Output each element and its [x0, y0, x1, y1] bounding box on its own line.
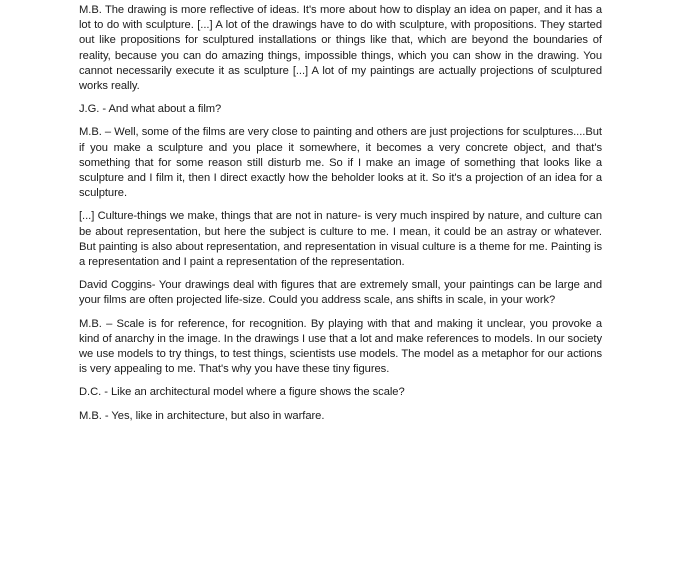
- paragraph-question-scale: David Coggins- Your drawings deal with figures that are extremely small, your paintings can be large and your films are often projected life-size. Could you address scale, ans shifts in scale, in your work?: [79, 279, 602, 307]
- paragraph-answer-architecture: M.B. - Yes, like in architecture, but also in warfare.: [79, 409, 325, 422]
- paragraph-culture-things: [...] Culture-things we make, things that are not in nature- is very much inspired by nature, and culture can be about representation, but here the subject is culture to me. I mean, it could be an astray or whatever. But painting is also about representation, and representation in visual culture is a theme for me. Painting is a representation and I paint a representation of the representation.: [79, 210, 602, 269]
- interview-text: [79, 3, 602, 432]
- paragraph-question-film: J.G. - And what about a film?: [79, 103, 222, 116]
- paragraph-films-sculpture: M.B. – Well, some of the films are very close to painting and others are just projections for sculptures....But if you make a sculpture and you place it somewhere, it becomes a very concrete object, and that's something that for some reason still disturb me. So if I make an image of something that looks like a sculpture and I film it, then I direct exactly how the beholder looks at it. So it's a projection of an idea for a sculpture.: [79, 126, 602, 200]
- paragraph-question-model: D.C. - Like an architectural model where a figure shows the scale?: [79, 386, 405, 399]
- paragraph-scale-reference: M.B. – Scale is for reference, for recognition. By playing with that and making it unclear, you provoke a kind of anarchy in the image. In the drawings I use that a lot and make references to models. In our society we use models to try things, to test things, scientists use models. The model as a metaphor for our actions is very appealing to me. That's why you have these tiny figures.: [79, 317, 602, 376]
- paragraph-drawing-reflective: M.B. The drawing is more reflective of ideas. It's more about how to display an idea on paper, and it has a lot to do with sculpture. [...] A lot of the drawings have to do with sculpture, with propositions. They started out like propositions for sculptured installations or things like that, which are beyond the boundaries of reality, because you can do amazing things, impossible things, which you can show in the drawing. You cannot necessarily execute it as sculpture [...] A lot of my paintings are actually projections of sculptured works really.: [79, 4, 602, 93]
